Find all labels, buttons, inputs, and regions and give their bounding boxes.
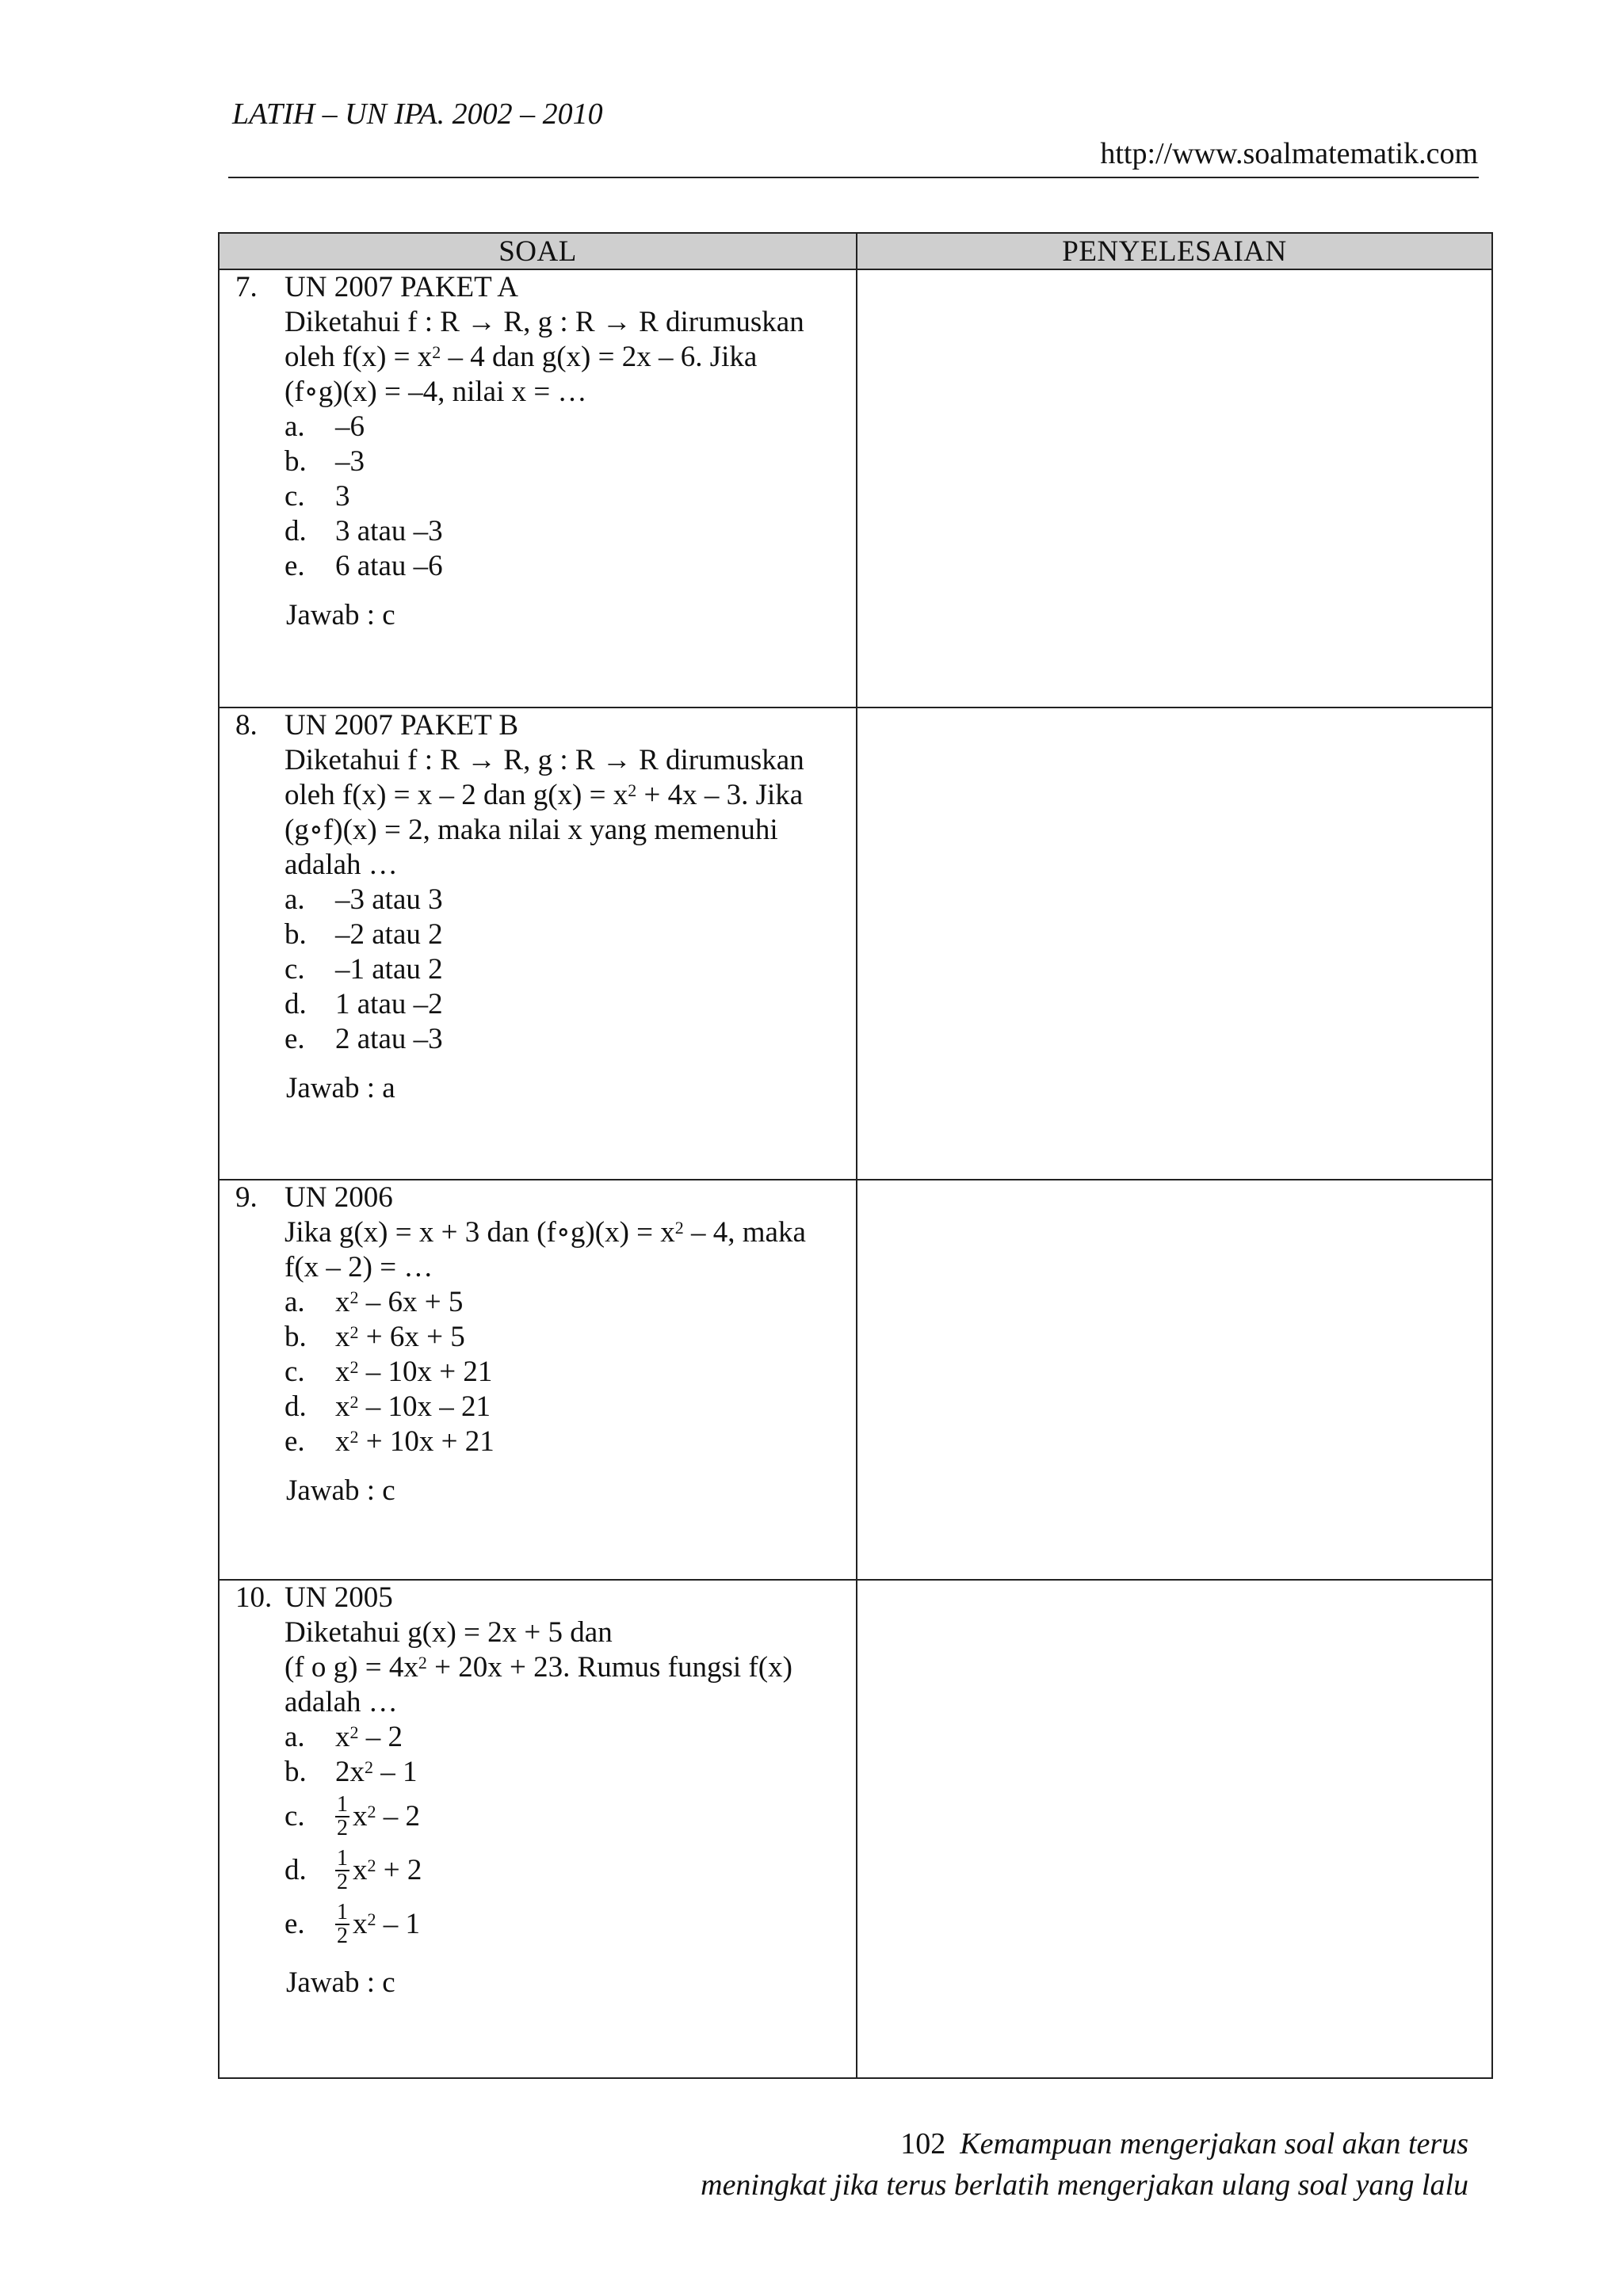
option-e: e. 6 atau –6: [285, 550, 443, 582]
footer-motto-line-2: meningkat jika terus berlatih mengerjakan ulang soal yang lalu: [701, 2168, 1468, 2202]
option-e: e. $\frac{1}{2}$ $x^2 - 1$: [285, 1900, 420, 1948]
solution-cell-8: [857, 707, 1492, 1180]
option-c: c. $\frac{1}{2}$ $x^2 - 2$: [285, 1792, 420, 1840]
table-row: [219, 269, 1492, 707]
question-source: UN 2005: [285, 1581, 393, 1614]
option-d: d. 3 atau –3: [285, 515, 443, 547]
question-cell-9: [219, 1180, 857, 1580]
footer-motto-line-1: Kemampuan mengerjakan soal akan terus: [960, 2127, 1468, 2161]
answer-key: Jawab : a: [286, 1072, 395, 1104]
solution-cell-10: [857, 1580, 1492, 2078]
question-source: UN 2007 PAKET B: [285, 709, 519, 742]
option-a: a. –3 atau 3: [285, 883, 443, 916]
question-table: [218, 232, 1493, 2079]
question-text: Diketahui g(x) = 2x + 5 dan (f o $g) = 4x^2 + 20x + 23$. Rumus fungsi f(x) adalah …: [285, 1616, 792, 1718]
option-d: d. $x^2 - 10x - 21$: [285, 1390, 491, 1423]
table-row: [219, 1580, 1492, 2078]
document-title: LATIH – UN IPA. 2002 – 2010: [232, 97, 603, 131]
option-b: b. –2 atau 2: [285, 918, 443, 951]
fraction: $\frac{1}{2}$: [337, 1846, 348, 1894]
option-c: c. –1 atau 2: [285, 953, 443, 986]
fraction: $\frac{1}{2}$: [337, 1900, 348, 1948]
question-cell-8: [219, 707, 857, 1180]
question-cell-10: [219, 1580, 857, 2078]
page-footer: [701, 2123, 1468, 2206]
page-number: 102: [900, 2127, 946, 2161]
fraction: $\frac{1}{2}$: [337, 1792, 348, 1840]
answer-key: Jawab : c: [286, 599, 395, 631]
option-a: a. –6: [285, 410, 365, 443]
option-c: c. $x^2 - 10x + 21$: [285, 1356, 493, 1388]
option-c: c. 3: [285, 480, 350, 513]
answer-key: Jawab : c: [286, 1474, 395, 1507]
question-text: Diketahui f : R → R, g : R → R dirumuskan oleh $f(x) = x^2 - 4$ dan g(x) = 2x – 6. Jika (f∘g)(x) = –4, nilai x = …: [285, 306, 804, 408]
option-d: d. $\frac{1}{2}$ $x^2 + 2$: [285, 1846, 422, 1894]
option-b: b. $x^2 + 6x + 5$: [285, 1321, 465, 1353]
option-b: b. $2x^2 - 1$: [285, 1756, 418, 1788]
solution-cell-7: [857, 269, 1492, 707]
table-row: [219, 707, 1492, 1180]
table-row: [219, 1180, 1492, 1580]
question-source: UN 2006: [285, 1181, 393, 1214]
column-header-penyelesaian: PENYELESAIAN: [857, 233, 1492, 269]
question-number: 9.: [235, 1181, 258, 1214]
question-source: UN 2007 PAKET A: [285, 271, 519, 303]
option-a: a. $x^2 - 2$: [285, 1721, 403, 1753]
column-header-soal: SOAL: [219, 233, 857, 269]
option-b: b. –3: [285, 445, 365, 478]
question-cell-7: [219, 269, 857, 707]
solution-cell-9: [857, 1180, 1492, 1580]
question-text: Diketahui f : R → R, g : R → R dirumuskan oleh f(x) = x – 2 dan $g(x) = x^2 + 4x - 3$. Jika (g∘f)(x) = 2, maka nilai x yang memenuhi adalah …: [285, 744, 804, 881]
question-number: 10.: [235, 1581, 273, 1614]
option-d: d. 1 atau –2: [285, 988, 443, 1020]
header-divider: [228, 177, 1479, 178]
option-e: e. $x^2 + 10x + 21$: [285, 1425, 495, 1458]
question-number: 8.: [235, 709, 258, 742]
answer-key: Jawab : c: [286, 1966, 395, 1999]
question-number: 7.: [235, 271, 258, 303]
option-a: a. $x^2 - 6x + 5$: [285, 1286, 464, 1318]
option-e: e. 2 atau –3: [285, 1023, 443, 1055]
question-text: Jika g(x) = x + 3 dan (f∘g)(x) = $x^2 - 4$, maka f(x – 2) = …: [285, 1216, 806, 1283]
website-url: http://www.soalmatematik.com: [1100, 137, 1478, 170]
